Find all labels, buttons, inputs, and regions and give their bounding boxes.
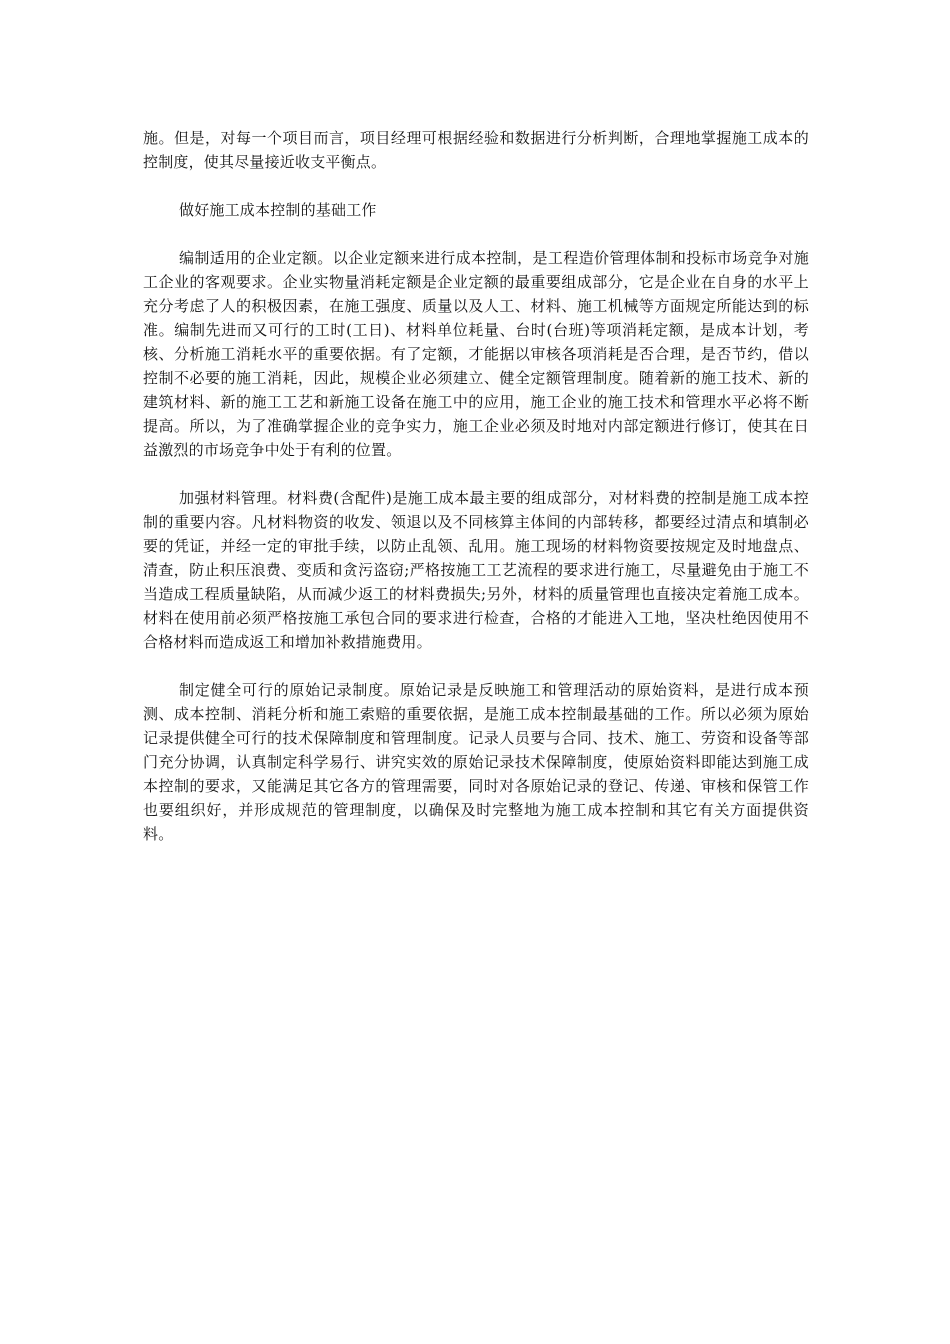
paragraph-original-records: 制定健全可行的原始记录制度。原始记录是反映施工和管理活动的原始资料，是进行成本预测、成本控制、消耗分析和施工索赔的重要依据，是施工成本控制最基础的工作。所以必须为原始记录提供健全可行的技术保障制度和管理制度。记录人员要与合同、技术、施工、劳资和设备等部门充分协调，认真制定科学易行、讲究实效的原始记录技术保障制度，使原始资料即能达到施工成本控制的要求，又能满足其它各方的管理需要，同时对各原始记录的登记、传递、审核和保管工作也要组织好，并形成规范的管理制度，以确保及时完整地为施工成本控制和其它有关方面提供资料。	[143, 681, 809, 843]
paragraph-enterprise-quota: 编制适用的企业定额。以企业定额来进行成本控制，是工程造价管理体制和投标市场竞争对施工企业的客观要求。企业实物量消耗定额是企业定额的最重要组成部分，它是企业在自身的水平上充分考虑了人的积极因素，在施工强度、质量以及人工、材料、施工机械等方面规定所能达到的标准。编制先进而又可行的工时(工日)、材料单位耗量、台时(台班)等项消耗定额，是成本计划，考核、分析施工消耗水平的重要依据。有了定额，才能据以审核各项消耗是否合理，是否节约，借以控制不必要的施工消耗，因此，规模企业必须建立、健全定额管理制度。随着新的施工技术、新的建筑材料、新的施工工艺和新施工设备在施工中的应用，施工企业的施工技术和管理水平必将不断提高。所以，为了准确掌握企业的竞争实力，施工企业必须及时地对内部定额进行修订，使其在日益激烈的市场竞争中处于有利的位置。	[143, 249, 809, 459]
section-heading: 做好施工成本控制的基础工作	[179, 201, 377, 219]
paragraph-continuation: 施。但是，对每一个项目而言，项目经理可根据经验和数据进行分析判断，合理地掌握施工成本的控制度，使其尽量接近收支平衡点。	[143, 129, 809, 171]
paragraph-material-management: 加强材料管理。材料费(含配件)是施工成本最主要的组成部分，对材料费的控制是施工成本控制的重要内容。凡材料物资的收发、领退以及不同核算主体间的内部转移，都要经过清点和填制必要的凭证，并经一定的审批手续，以防止乱领、乱用。施工现场的材料物资要按规定及时地盘点、清查，防止积压浪费、变质和贪污盗窃;严格按施工工艺流程的要求进行施工，尽量避免由于施工不当造成工程质量缺陷，从而减少返工的材料费损失;另外，材料的质量管理也直接决定着施工成本。材料在使用前必须严格按施工承包合同的要求进行检查，合格的才能进入工地，坚决杜绝因使用不合格材料而造成返工和增加补救措施费用。	[143, 489, 809, 651]
document-body	[143, 126, 809, 870]
